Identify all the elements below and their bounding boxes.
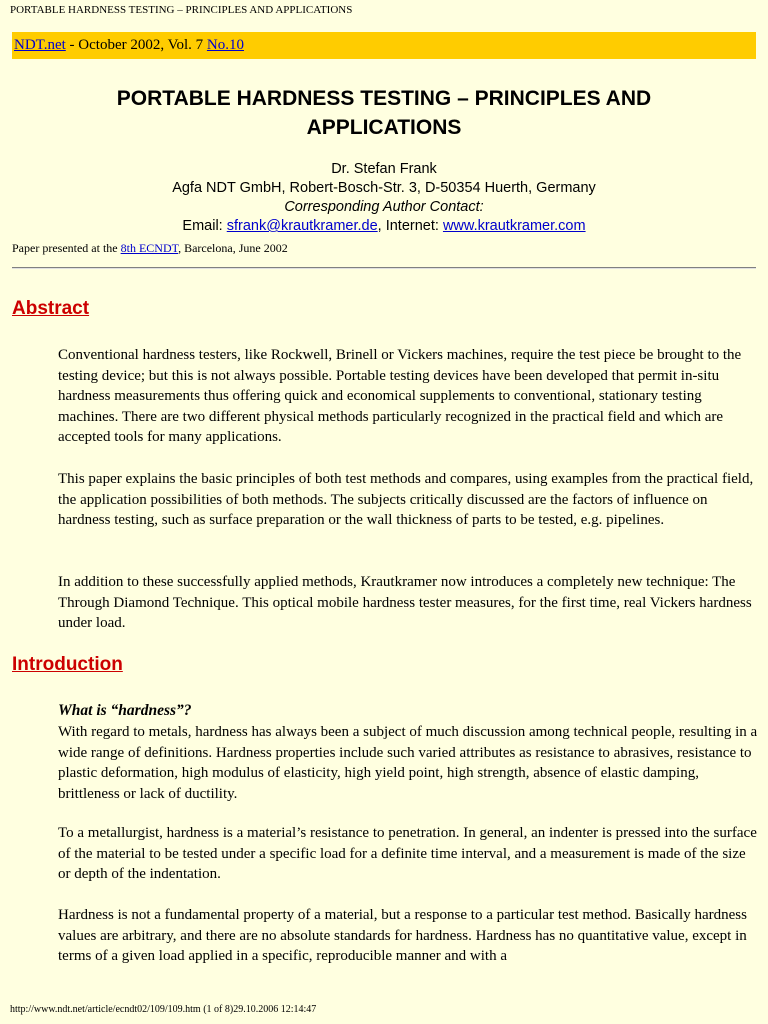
presented-note bbox=[12, 241, 288, 256]
abstract-paragraph: This paper explains the basic principles of both test methods and compares, using examples from the practical field, the application possibilities of both methods. The subjects critically discussed are the factors of influence on hardness testing, such as surface preparation or the wall thickness of parts to be tested, e.g. pipelines. bbox=[58, 471, 754, 528]
ndt-net-link[interactable]: NDT.net bbox=[14, 37, 66, 53]
introduction-heading: Introduction bbox=[12, 654, 123, 675]
abstract-heading: Abstract bbox=[12, 298, 90, 319]
email-label: Email: bbox=[182, 218, 227, 234]
email-link[interactable]: sfrank@krautkramer.de bbox=[226, 218, 378, 234]
internet-link[interactable]: www.krautkramer.com bbox=[442, 218, 586, 234]
abstract-paragraph: Conventional hardness testers, like Rockwell, Brinell or Vickers machines, require the test piece be brought to the testing device; but this is not always possible. Portable testing devices have been developed that permit in-situ hardness measurements thus offering quick and economical supplements to conventional, stationary testing machines. There are two different physical methods particularly recognized in the practical field and which are accepted tools for many applications. bbox=[58, 347, 742, 445]
ecndt-link[interactable]: 8th ECNDT bbox=[120, 241, 179, 255]
page-title: PORTABLE HARDNESS TESTING – PRINCIPLES AND APPLICATIONS bbox=[116, 87, 652, 139]
banner-text: - October 2002, Vol. 7 bbox=[65, 37, 207, 53]
internet-label: , Internet: bbox=[377, 218, 443, 234]
page-header: PORTABLE HARDNESS TESTING – PRINCIPLES AND APPLICATIONS bbox=[10, 4, 353, 16]
abstract-paragraph: In addition to these successfully applied methods, Krautkramer now introduces a completely new technique: The Through Diamond Technique. This optical mobile hardness tester measures, for the first time, real Vickers hardness under load. bbox=[58, 574, 752, 631]
author-affiliation: Agfa NDT GmbH, Robert-Bosch-Str. 3, D-50354 Huerth, Germany bbox=[172, 180, 596, 196]
author-name: Dr. Stefan Frank bbox=[331, 161, 437, 177]
horizontal-divider bbox=[12, 267, 756, 269]
contact-line bbox=[12, 217, 756, 236]
hardness-subheading: What is “hardness”? bbox=[58, 702, 192, 719]
author-block bbox=[12, 160, 756, 236]
presented-suffix: , Barcelona, June 2002 bbox=[178, 241, 288, 255]
issue-link[interactable]: No.10 bbox=[206, 37, 244, 53]
page-footer: http://www.ndt.net/article/ecndt02/109/109.htm (1 of 8)29.10.2006 12:14:47 bbox=[10, 1004, 317, 1015]
presented-prefix: Paper presented at the bbox=[12, 241, 121, 255]
issue-banner bbox=[12, 32, 756, 59]
intro-paragraph: Hardness is not a fundamental property of a material, but a response to a particular test method. Basically hardness values are arbitrary, and there are no absolute standards for hardness. Hardness has no quantitative value, except in terms of a given load applied in a specific, reproducible manner and with a bbox=[58, 907, 747, 964]
intro-paragraph: To a metallurgist, hardness is a material’s resistance to penetration. In general, an indenter is pressed into the surface of the material to be tested under a specific load for a definite time interval, and a measurement is made of the size or depth of the indentation. bbox=[58, 825, 757, 882]
intro-paragraph: With regard to metals, hardness has always been a subject of much discussion among technical people, resulting in a wide range of definitions. Hardness properties include such varied attributes as resistance to abrasives, resistance to plastic deformation, high modulus of elasticity, high yield point, high strength, absence of elastic damping, brittleness or lack of ductility. bbox=[58, 724, 758, 802]
contact-label: Corresponding Author Contact: bbox=[284, 199, 484, 215]
